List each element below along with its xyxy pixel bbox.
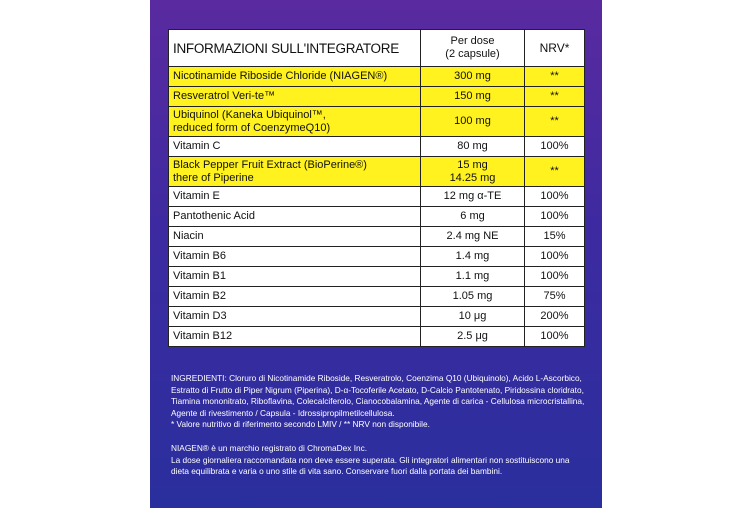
nutrient-dose-line: 150 mg [454, 90, 491, 102]
nutrient-nrv: ** [525, 157, 585, 187]
table-row [169, 287, 585, 307]
nutrient-dose-line: 14.25 mg [449, 171, 496, 184]
nutrient-dose-line: 100 mg [454, 115, 491, 127]
nutrient-nrv: ** [525, 67, 585, 87]
nutrient-nrv: 15% [525, 227, 585, 247]
nutrient-name [169, 157, 421, 187]
nutrient-name [169, 287, 421, 307]
dose-header-line-1: Per dose [450, 35, 495, 47]
dose-header-line-2: (2 capsule) [445, 48, 500, 60]
nutrient-dose [421, 307, 525, 327]
nutrient-dose-line: 1.05 mg [452, 290, 493, 302]
table-row [169, 137, 585, 157]
nutrient-nrv: 100% [525, 327, 585, 347]
table-row [169, 307, 585, 327]
nutrient-name-line: reduced form of CoenzymeQ10) [173, 121, 331, 134]
nutrient-dose-line: 2.5 μg [457, 330, 488, 342]
nutrient-dose [421, 287, 525, 307]
nrv-footnote: * Valore nutritivo di riferimento secondo LMIV / ** NRV non disponibile. [171, 419, 430, 430]
nutrient-name-line: Black Pepper Fruit Extract (BioPerine®) [173, 158, 367, 171]
nutrient-name [169, 307, 421, 327]
nutrient-nrv: 75% [525, 287, 585, 307]
nutrient-dose-line: 1.4 mg [455, 250, 490, 262]
nutrient-name [169, 67, 421, 87]
nutrient-nrv: ** [525, 87, 585, 107]
table-row [169, 227, 585, 247]
nutrient-name [169, 87, 421, 107]
nutrient-dose-line: 10 μg [458, 310, 487, 322]
nutrient-dose [421, 157, 525, 187]
nutrient-name-line: Nicotinamide Riboside Chloride (NIAGEN®) [173, 70, 388, 82]
nutrient-dose [421, 67, 525, 87]
nutrient-name-line: Vitamin C [173, 140, 221, 152]
nutrient-nrv: 100% [525, 187, 585, 207]
nutrient-name-line: Niacin [173, 230, 204, 242]
table-title: INFORMAZIONI SULL'INTEGRATORE [169, 30, 421, 67]
nutrient-dose-line: 1.1 mg [455, 270, 490, 282]
table-row [169, 327, 585, 347]
nutrient-nrv: 100% [525, 137, 585, 157]
nutrient-dose-line: 2.4 mg NE [446, 230, 499, 242]
nutrient-name [169, 267, 421, 287]
nutrient-name-line: Vitamin B12 [173, 330, 233, 342]
nutrient-name-line: Vitamin B2 [173, 290, 226, 302]
nutrient-dose-line: 80 mg [457, 140, 488, 152]
nutrient-nrv: ** [525, 107, 585, 137]
nutrient-name-line: Vitamin E [173, 190, 220, 202]
warning-text: La dose giornaliera raccomandata non deve essere superata. Gli integratori alimentari non sostituiscono una dieta equilibrata e varia o uno stile di vita sano. Conservare fuori dalla portata dei bambini. [171, 454, 570, 477]
label-notes [171, 373, 585, 478]
table-row [169, 67, 585, 87]
trademark-text: NIAGEN® è un marchio registrato di ChromaDex Inc. [171, 442, 368, 453]
table-row [169, 247, 585, 267]
nutrient-dose-line: 12 mg α-TE [443, 190, 502, 202]
nutrient-name-line: Pantothenic Acid [173, 210, 255, 222]
nutrient-name-line: Resveratrol Veri-te™ [173, 90, 276, 102]
table-row [169, 87, 585, 107]
nutrient-name [169, 187, 421, 207]
nutrient-nrv: 100% [525, 207, 585, 227]
dose-header [421, 30, 525, 67]
nutrient-dose [421, 137, 525, 157]
ingredients-text: INGREDIENTI: Cloruro di Nicotinamide Riboside, Resveratrolo, Coenzima Q10 (Ubiquinolo), Acido L-Ascorbico, Estratto di Frutto di Piper Nigrum (Piperina), D-α-Tocoferile Acetato, D-Calcio Pantotenato, Piridossina cloridrato, Tiamina mononitrato, Riboflavina, Colecalciferolo, Cianocobalamina, Agente di carica - Cellulosa microcristallina, Agente di rivestimento / Capsula - Idrossipropilmetilcellulosa. [171, 373, 585, 418]
nutrient-name-line: Vitamin B6 [173, 250, 226, 262]
nutrient-dose [421, 107, 525, 137]
table-row [169, 207, 585, 227]
nutrient-name-line: Vitamin D3 [173, 310, 227, 322]
nutrient-dose-line: 300 mg [454, 70, 491, 82]
nutrient-nrv: 200% [525, 307, 585, 327]
nutrient-name [169, 327, 421, 347]
nutrient-nrv: 100% [525, 247, 585, 267]
nutrient-dose [421, 247, 525, 267]
nutrient-name [169, 247, 421, 267]
table-row [169, 107, 585, 137]
nutrient-name [169, 227, 421, 247]
facts-rows [169, 67, 585, 347]
nutrient-dose [421, 267, 525, 287]
nrv-header: NRV* [525, 30, 585, 67]
nutrient-name [169, 207, 421, 227]
nutrient-dose [421, 327, 525, 347]
nutrient-name-line: Ubiquinol (Kaneka Ubiquinol™, [173, 108, 326, 121]
nutrient-name-line: there of Piperine [173, 171, 254, 184]
nutrient-dose [421, 87, 525, 107]
nutrient-dose-line: 6 mg [460, 210, 485, 222]
supplement-facts-table [168, 29, 585, 347]
nutrient-name-line: Vitamin B1 [173, 270, 226, 282]
table-row [169, 187, 585, 207]
table-row [169, 267, 585, 287]
nutrient-dose-line: 15 mg [457, 158, 488, 171]
nutrient-nrv: 100% [525, 267, 585, 287]
nutrient-name [169, 107, 421, 137]
nutrient-dose [421, 227, 525, 247]
nutrient-name [169, 137, 421, 157]
nutrient-dose [421, 207, 525, 227]
table-row [169, 157, 585, 187]
nutrient-dose [421, 187, 525, 207]
